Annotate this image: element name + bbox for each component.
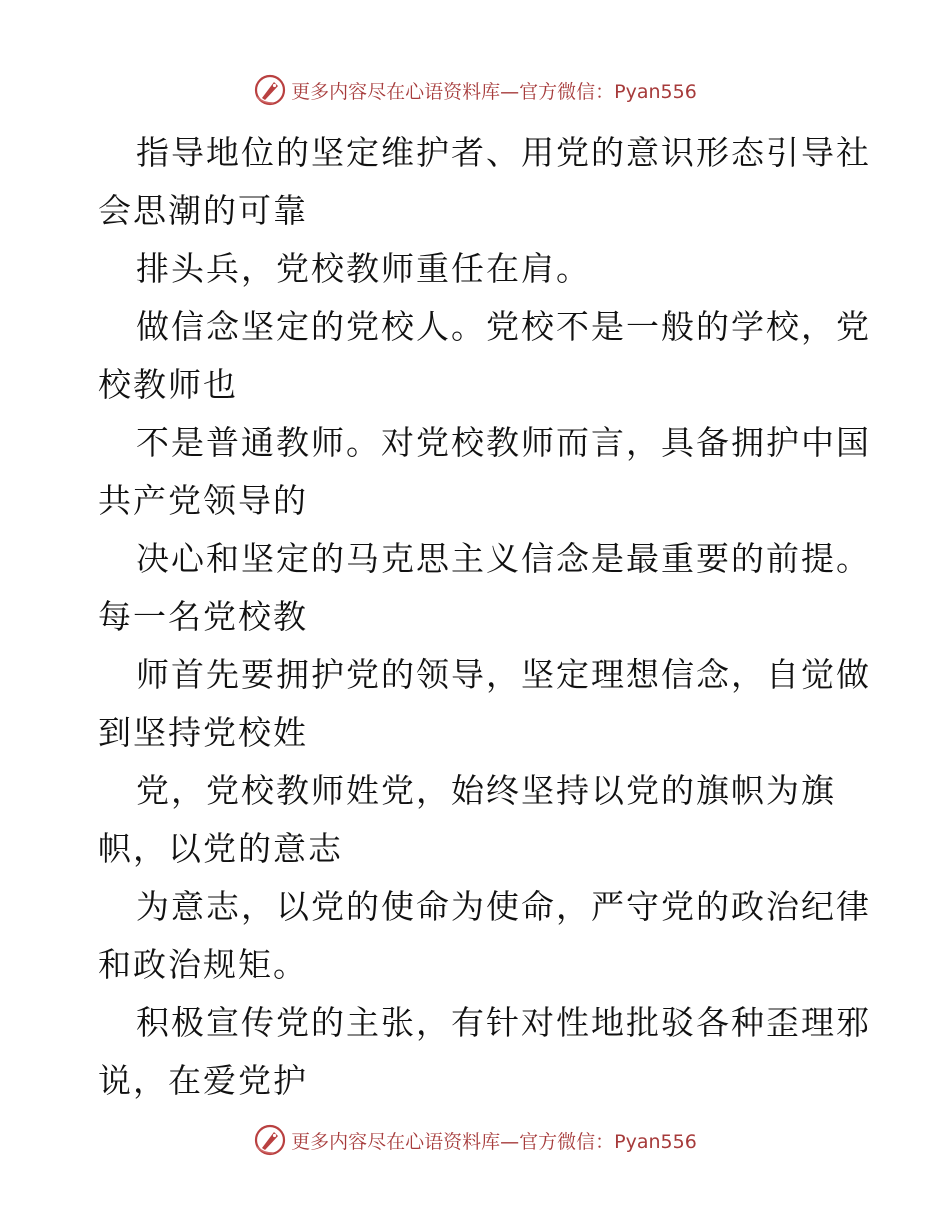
- paragraph-line: 不是普通教师。对党校教师而言，具备拥护中国: [136, 423, 871, 462]
- paragraph-line: 师首先要拥护党的领导，坚定理想信念，自觉做: [136, 655, 871, 694]
- paragraph-line: 帜，以党的意志: [98, 829, 343, 868]
- paragraph-line: 到坚持党校姓: [98, 713, 308, 752]
- paragraph-line: 排头兵，党校教师重任在肩。: [136, 249, 591, 288]
- document-body: [98, 124, 871, 1110]
- paragraph-line: 决心和坚定的马克思主义信念是最重要的前提。: [136, 539, 871, 578]
- header-banner-text: 更多内容尽在心语资料库—官方微信：Pyan556: [291, 80, 697, 103]
- paragraph-line: 做信念坚定的党校人。党校不是一般的学校，党: [136, 307, 871, 346]
- paragraph-line: 积极宣传党的主张，有针对性地批驳各种歪理邪: [136, 1003, 871, 1042]
- paragraph-line: 党，党校教师姓党，始终坚持以党的旗帜为旗: [136, 771, 836, 810]
- paragraph-line: 每一名党校教: [98, 597, 308, 636]
- paragraph-line: 说，在爱党护: [98, 1061, 308, 1100]
- pen-nib-circle-icon: [253, 73, 287, 107]
- paragraph-line: 为意志，以党的使命为使命，严守党的政治纪律: [136, 887, 871, 926]
- paragraph-line: 校教师也: [98, 365, 238, 404]
- paragraph-line: 指导地位的坚定维护者、用党的意识形态引导社: [136, 133, 871, 172]
- footer-banner: [0, 1122, 950, 1158]
- footer-banner-text: 更多内容尽在心语资料库—官方微信：Pyan556: [291, 1130, 697, 1153]
- header-banner: [0, 72, 950, 108]
- paragraph-line: 共产党领导的: [98, 481, 308, 520]
- pen-nib-circle-icon: [253, 1123, 287, 1157]
- paragraph-line: 和政治规矩。: [98, 945, 308, 984]
- paragraph-line: 会思潮的可靠: [98, 191, 308, 230]
